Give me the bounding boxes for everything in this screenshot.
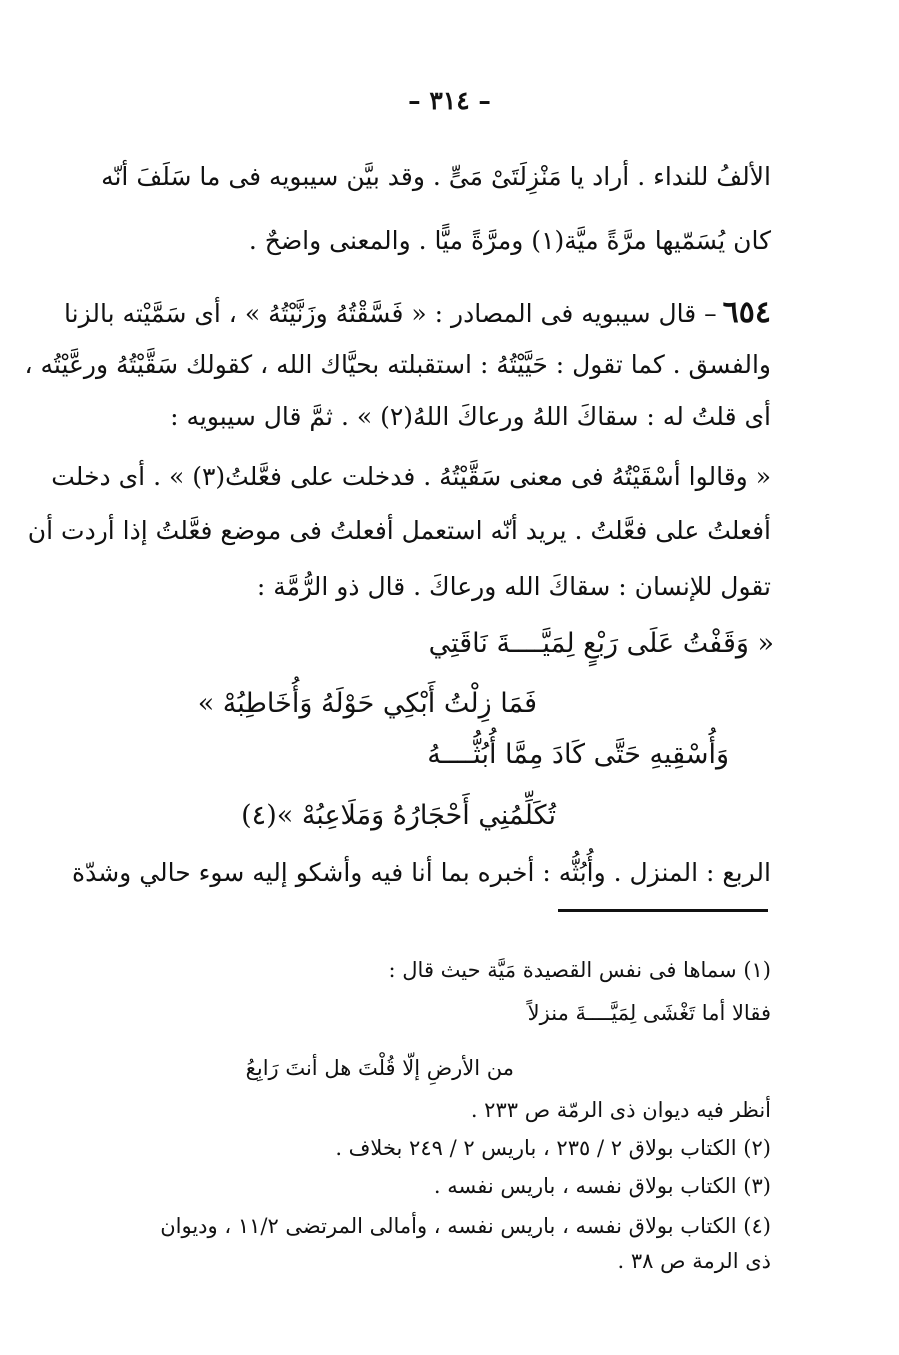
body-line: « وقالوا أسْقَيْتُهُ فى معنى سَقَّيْتُهُ . فدخلت على فعَّلتُ(٣) » . أى دخلت xyxy=(51,462,771,491)
paragraph-number: ٦٥٤ xyxy=(722,295,771,330)
footnote-line: ذى الرمة ص ٣٨ . xyxy=(617,1249,771,1273)
footnote-1: (١) سماها فى نفس القصيدة مَيَّة حيث قال : xyxy=(388,958,771,982)
footnote-line: أنظر فيه ديوان ذى الرمّة ص ٢٣٣ . xyxy=(470,1098,771,1122)
body-line: أفعلتُ على فعَّلتُ . يريد أنّه استعمل أفعلتُ فى موضع فعَّلتُ إذا أردت أن xyxy=(27,516,771,545)
footnote-verse-line: من الأرضِ إلّا قُلْتَ هل أنتَ رَابِعُ xyxy=(245,1056,514,1080)
body-line: أى قلتُ له : سقاكَ اللهُ ورعاكَ اللهُ(٢) » . ثمَّ قال سيبويه : xyxy=(170,402,771,431)
gloss-line: الربع : المنزل . وأُبُثُّه : أخبره بما أنا فيه وأشكو إليه سوء حالي وشدّة xyxy=(72,858,771,887)
footnote-verse-line: فقالا أما تَغْشَى لِمَيَّــــةَ منزلاً xyxy=(527,1001,771,1025)
verse-line: فَمَا زِلْتُ أَبْكِي حَوْلَهُ وَأُخَاطِبُهْ » xyxy=(197,688,537,719)
page-number: – ٣١٤ – xyxy=(408,86,491,115)
footnote-2: (٢) الكتاب بولاق ٢ / ٢٣٥ ، باريس ٢ / ٢٤٩ بخلاف . xyxy=(335,1136,771,1160)
footnote-3: (٣) الكتاب بولاق نفسه ، باريس نفسه . xyxy=(433,1174,771,1198)
body-line: الألفُ للنداء . أراد يا مَنْزِلَتَىْ مَىٍّ . وقد بيَّن سيبويه فى ما سَلَفَ أنّه xyxy=(101,162,771,191)
body-line: تقول للإنسان : سقاكَ الله ورعاكَ . قال ذو الرُّمَّة : xyxy=(256,572,771,601)
paragraph-654-first-line xyxy=(64,295,771,331)
footnote-4: (٤) الكتاب بولاق نفسه ، باريس نفسه ، وأمالى المرتضى ١١/٢ ، وديوان xyxy=(160,1214,771,1238)
body-line: والفسق . كما تقول : حَيَّيْتُهُ : استقبلته بحيَّاك الله ، كقولك سَقَّيْتُهُ ورعَّيْتُه ، xyxy=(24,350,771,379)
verse-line: وَأُسْقِيهِ حَتَّى كَادَ مِمَّا أُبُثُّــــهُ xyxy=(427,739,729,770)
footnote-separator xyxy=(558,909,768,912)
verse-line: تُكَلِّمُنِي أَحْجَارُهُ وَمَلَاعِبُهْ »(٤) xyxy=(241,800,556,831)
paragraph-text: – قال سيبويه فى المصادر : « فَسَّقْتُهُ وزَنَّيْتُهُ » ، أى سَمَّيْته بالزنا xyxy=(64,299,717,328)
body-line: كان يُسَمّيها مرَّةً ميَّة(١) ومرَّةً ميًّا . والمعنى واضحٌ . xyxy=(248,226,771,255)
verse-line: « وَقَفْتُ عَلَى رَبْعٍ لِمَيَّــــةَ نَاقَتِي xyxy=(428,628,774,659)
